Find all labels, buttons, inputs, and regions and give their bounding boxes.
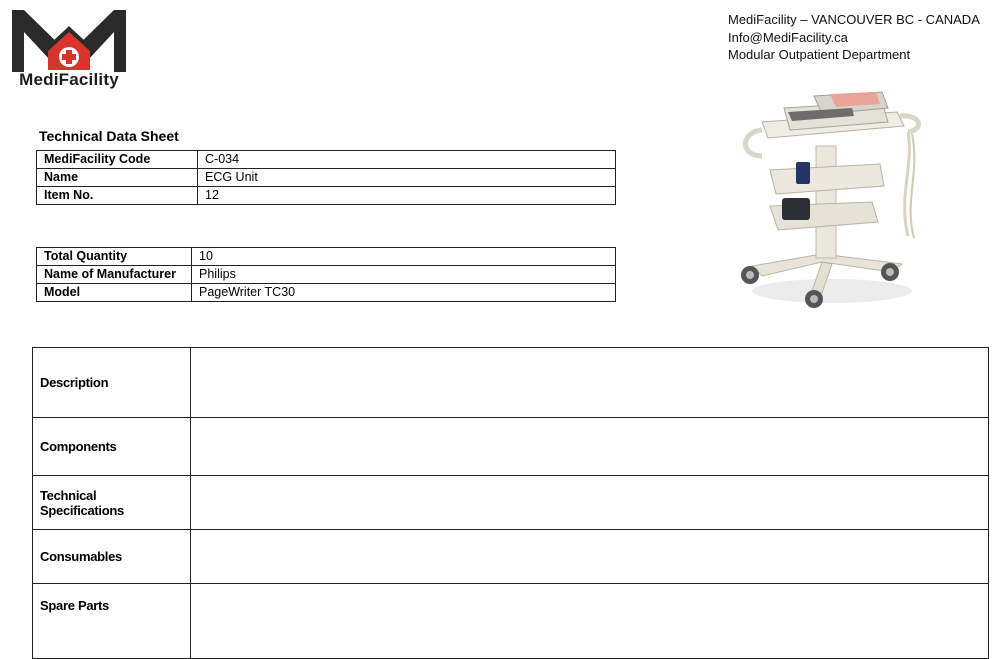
table-row bbox=[37, 284, 616, 302]
row-value: 12 bbox=[198, 187, 616, 205]
row-value bbox=[191, 584, 989, 659]
row-label: Total Quantity bbox=[37, 248, 192, 266]
row-label: Spare Parts bbox=[33, 584, 191, 659]
header-info bbox=[728, 11, 980, 64]
header-email: Info@MediFacility.ca bbox=[728, 29, 848, 45]
row-label: MediFacility Code bbox=[37, 151, 198, 169]
row-label: Name bbox=[37, 169, 198, 187]
table-row bbox=[33, 476, 989, 530]
ecg-cart-image bbox=[722, 86, 942, 316]
table-row bbox=[37, 169, 616, 187]
row-label: Item No. bbox=[37, 187, 198, 205]
table-row bbox=[33, 418, 989, 476]
row-value bbox=[191, 530, 989, 584]
row-value: ECG Unit bbox=[198, 169, 616, 187]
row-label: Model bbox=[37, 284, 192, 302]
row-label: Components bbox=[33, 418, 191, 476]
identification-table bbox=[36, 150, 616, 205]
row-value bbox=[191, 418, 989, 476]
row-value bbox=[191, 348, 989, 418]
table-row bbox=[37, 187, 616, 205]
row-label: Consumables bbox=[33, 530, 191, 584]
sheet-title: Technical Data Sheet bbox=[39, 128, 179, 144]
row-value: PageWriter TC30 bbox=[192, 284, 616, 302]
row-label: Description bbox=[33, 348, 191, 418]
table-row bbox=[33, 530, 989, 584]
header-address: MediFacility – VANCOUVER BC - CANADA bbox=[728, 12, 980, 27]
table-row bbox=[37, 266, 616, 284]
header-department: Modular Outpatient Department bbox=[728, 47, 911, 62]
logo-wordmark: MediFacility bbox=[19, 70, 119, 89]
row-label: Name of Manufacturer bbox=[37, 266, 192, 284]
row-value: C-034 bbox=[198, 151, 616, 169]
table-row bbox=[37, 248, 616, 266]
details-table bbox=[32, 347, 989, 659]
row-value bbox=[191, 476, 989, 530]
row-value: Philips bbox=[192, 266, 616, 284]
row-label: Technical Specifications bbox=[33, 476, 191, 530]
table-row bbox=[33, 584, 989, 659]
manufacturer-table bbox=[36, 247, 616, 302]
table-row bbox=[37, 151, 616, 169]
row-value: 10 bbox=[192, 248, 616, 266]
table-row bbox=[33, 348, 989, 418]
